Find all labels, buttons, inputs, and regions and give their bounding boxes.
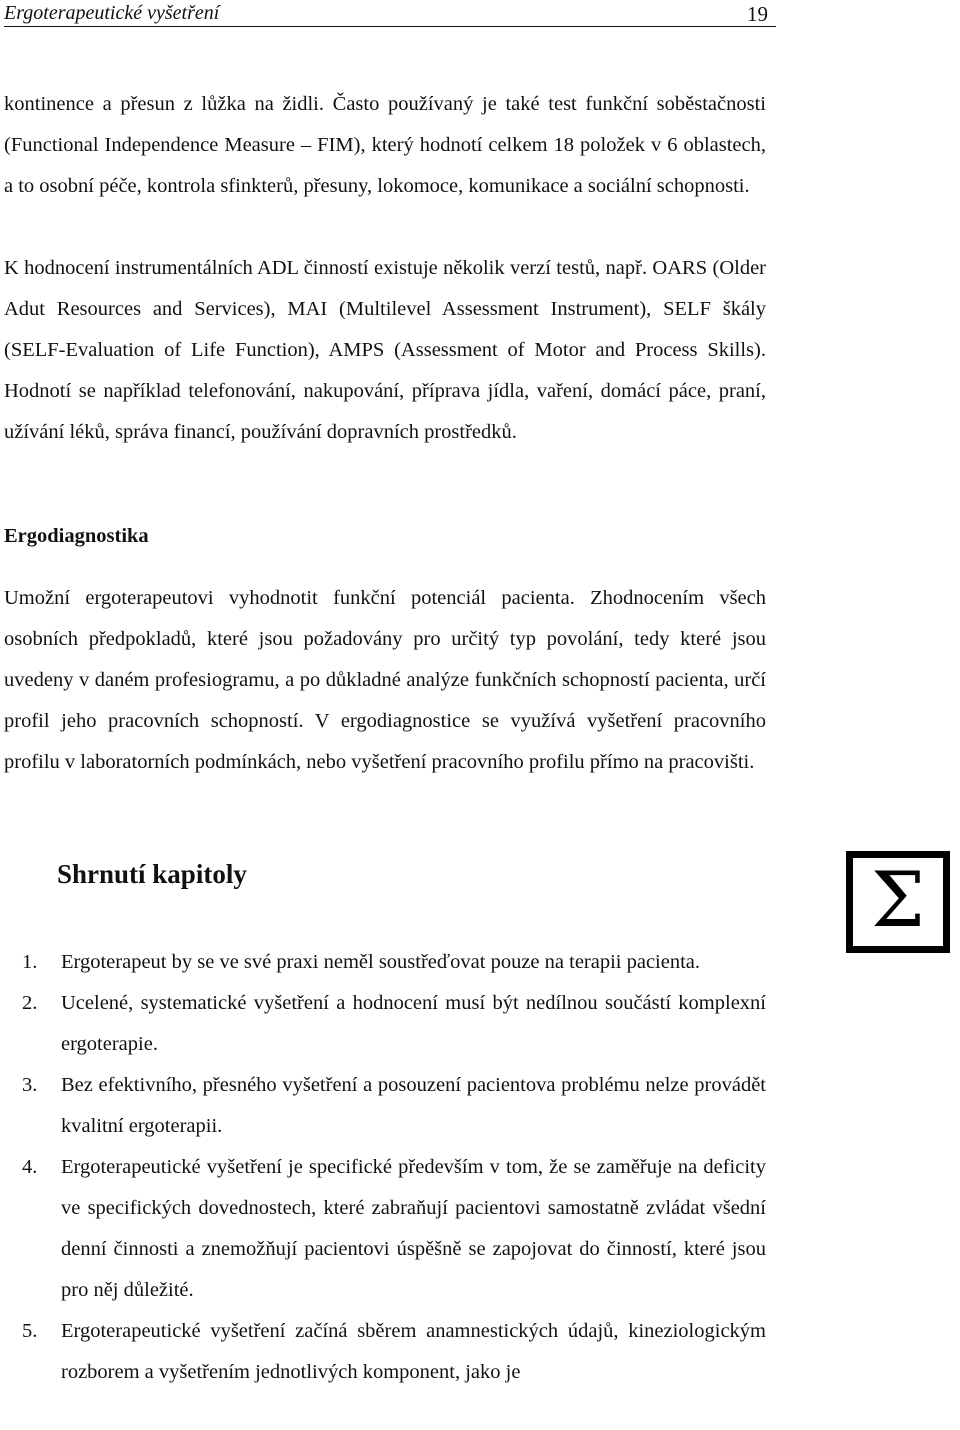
chapter-summary-list: [0, 942, 770, 1393]
summary-item-number: 2.: [22, 992, 38, 1014]
summary-item-number: 5.: [22, 1320, 38, 1342]
running-header: [4, 0, 776, 27]
section-heading-ergodiagnostika: Ergodiagnostika: [4, 525, 149, 547]
summary-list-item: [0, 983, 770, 1065]
summary-item-text: Bez efektivního, přesného vyšetření a posouzení pacientova problému nelze provádět kvalitní ergoterapii.: [61, 1074, 766, 1137]
summary-list-item: [0, 1065, 770, 1147]
summary-list-item: [0, 1311, 770, 1393]
summary-list-item: [0, 1147, 770, 1311]
summary-item-number: 3.: [22, 1074, 38, 1096]
page-number: 19: [747, 2, 768, 26]
running-header-title: Ergoterapeutické vyšetření: [4, 2, 220, 24]
summary-item-text: Ergoterapeutické vyšetření je specifické především v tom, že se zaměřuje na deficity ve specifických dovednostech, které zabraňují pacientovi samostatně zvládat všední denní činnosti a znemožňují pacientovi úspěšně se zapojovat do činností, které jsou pro něj důležité.: [61, 1156, 766, 1301]
adl-tests-paragraph: K hodnocení instrumentálních ADL činností existuje několik verzí testů, např. OARS (Older Adut Resources and Services), MAI (Multilevel Assessment Instrument), SELF škály (SELF-Evaluation of Life Function), AMPS (Assessment of Motor and Process Skills). Hodnotí se například telefonování, nakupování, příprava jídla, vaření, domácí páce, praní, užívání léků, správa financí, používání dopravních prostředků.: [4, 256, 766, 443]
summary-list-item: [0, 942, 770, 983]
summary-item-number: 4.: [22, 1156, 38, 1178]
summary-item-text: Ucelené, systematické vyšetření a hodnocení musí být nedílnou součástí komplexní ergoterapie.: [61, 992, 766, 1055]
summary-item-number: 1.: [22, 951, 38, 973]
summary-item-text: Ergoterapeutické vyšetření začíná sběrem anamnestických údajů, kineziologickým rozborem a vyšetřením jednotlivých komponent, jako je: [61, 1320, 766, 1383]
chapter-summary-heading: Shrnutí kapitoly: [57, 859, 247, 889]
sigma-glyph: Σ: [871, 855, 925, 944]
ergodiagnostika-paragraph: Umožní ergoterapeutovi vyhodnotit funkční potenciál pacienta. Zhodnocením všech osobních předpokladů, které jsou požadovány pro určitý typ povolání, tedy které jsou uvedeny v daném profesiogramu, a po důkladné analýze funkčních schopností pacienta, určí profil jeho pracovních schopností. V ergodiagnostice se využívá vyšetření pracovního profilu v laboratorních podmínkách, nebo vyšetření pracovního profilu přímo na pracovišti.: [4, 586, 766, 773]
sigma-icon: [846, 851, 950, 953]
intro-paragraph: kontinence a přesun z lůžka na židli. Často používaný je také test funkční soběstačnosti (Functional Independence Measure – FIM), který hodnotí celkem 18 položek v 6 oblastech, a to osobní péče, kontrola sfinkterů, přesuny, lokomoce, komunikace a sociální schopnosti.: [4, 92, 766, 197]
summary-item-text: Ergoterapeut by se ve své praxi neměl soustřeďovat pouze na terapii pacienta.: [61, 951, 701, 973]
